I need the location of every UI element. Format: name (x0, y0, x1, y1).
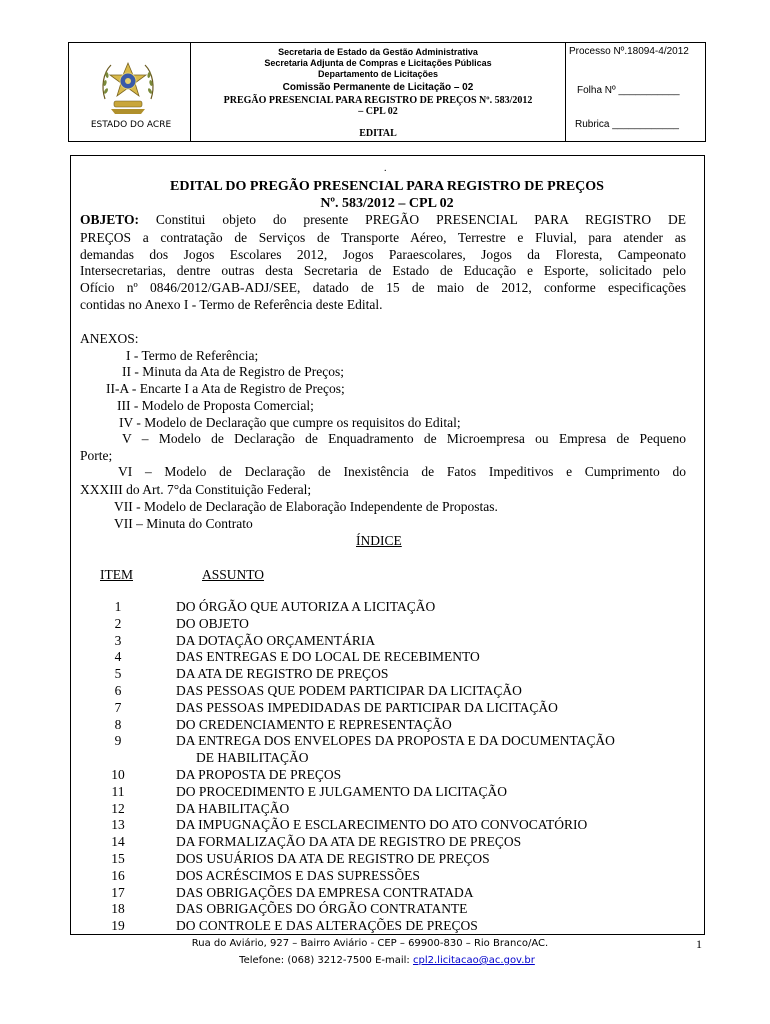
pregao-line-1: PREGÃO PRESENCIAL PARA REGISTRO DE PREÇOS Nº. 583/2012 (223, 95, 533, 106)
index-item-number: 12 (111, 800, 125, 816)
index-item-number: 17 (111, 884, 125, 900)
footer-phone: Telefone: (068) 3212-7500 E-mail: (239, 955, 410, 966)
footer-address: Rua do Aviário, 927 – Bairro Aviário - CEP – 69900-830 – Rio Branco/AC. (191, 938, 549, 949)
objeto-label: OBJETO: (80, 212, 140, 227)
rubrica-field: Rubrica ____________ (575, 119, 679, 130)
index-item-subject: DO CONTROLE E DAS ALTERAÇÕES DE PREÇOS (176, 918, 478, 934)
anexo-item: I - Termo de Referência; (126, 348, 259, 363)
anexo-item: VII – Minuta do Contrato (114, 516, 253, 531)
index-item-subject: DAS PESSOAS QUE PODEM PARTICIPAR DA LICITAÇÃO (176, 683, 522, 698)
index-item-subject: DAS OBRIGAÇÕES DO ÓRGÃO CONTRATANTE (176, 901, 468, 917)
index-item-subject: DA DOTAÇÃO ORÇAMENTÁRIA (176, 632, 376, 648)
index-item-subject: DO PROCEDIMENTO E JULGAMENTO DA LICITAÇÃO (176, 783, 508, 799)
index-item-number: 19 (111, 918, 125, 934)
index-item-number: 9 (114, 733, 122, 749)
index-item-number: 14 (111, 834, 125, 850)
state-label: ESTADO DO ACRE (90, 120, 172, 130)
footer-contact (68, 955, 706, 966)
index-item-subject: DAS ENTREGAS E DO LOCAL DE RECEBIMENTO (176, 649, 480, 665)
anexo-item: II-A - Encarte I a Ata de Registro de Preços; (106, 381, 345, 396)
anexo-item: III - Modelo de Proposta Comercial; (117, 398, 314, 413)
objeto-line-2: PREÇOS a contratação de Serviços de Transporte Aéreo, Terrestre e Fluvial, para atender as (80, 230, 686, 245)
index-item-number: 10 (111, 767, 125, 782)
index-item-number: 16 (111, 867, 125, 883)
objeto-line-1: OBJETO: Constitui objeto do presente PREGÃO PRESENCIAL PARA REGISTRO DE (80, 212, 686, 227)
index-item-subject: DO OBJETO (176, 615, 249, 631)
index-item-number: 6 (114, 683, 122, 698)
objeto-line-6: contidas no Anexo I - Termo de Referência deste Edital. (80, 297, 383, 312)
column-assunto-header: ASSUNTO (202, 567, 265, 582)
anexo-item: VII - Modelo de Declaração de Elaboração Independente de Propostas. (114, 499, 498, 514)
anexo-item: VI – Modelo de Declaração de Inexistência de Fatos Impeditivos e Cumprimento do (118, 464, 686, 479)
document-number: Nº. 583/2012 – CPL 02 (320, 196, 454, 211)
index-item-number: 8 (114, 716, 122, 732)
dot-mark: . (384, 163, 387, 174)
dept-line-2: Secretaria Adjunta de Compras e Licitações Públicas (264, 58, 492, 68)
objeto-line-3: demandas dos Jogos Escolares 2012, Jogos Paraescolares, Jogos da Floresta, Campeonato (80, 247, 686, 262)
index-item-number: 4 (114, 649, 122, 665)
index-item-subject: DA PROPOSTA DE PREÇOS (176, 767, 342, 782)
index-item-subject: DA IMPUGNAÇÃO E ESCLARECIMENTO DO ATO CONVOCATÓRIO (176, 817, 588, 833)
index-item-number: 15 (111, 851, 125, 866)
indice-heading: ÍNDICE (356, 533, 402, 548)
document-header (68, 42, 706, 142)
coat-of-arms-icon (97, 57, 159, 119)
index-item-subject: DA FORMALIZAÇÃO DA ATA DE REGISTRO DE PREÇOS (176, 834, 522, 850)
anexos-label: ANEXOS: (80, 331, 139, 346)
index-item-number: 11 (111, 783, 125, 799)
index-item-subject: DA HABILITAÇÃO (176, 800, 290, 816)
index-item-subject: DO CREDENCIAMENTO E REPRESENTAÇÃO (176, 716, 452, 732)
commission-line: Comissão Permanente de Licitação – 02 (282, 82, 474, 93)
dept-line-1: Secretaria de Estado da Gestão Administrativa (278, 47, 478, 57)
dept-line-3: Departamento de Licitações (317, 69, 439, 79)
index-item-subject: DA ATA DE REGISTRO DE PREÇOS (176, 666, 389, 682)
anexo-item-cont: Porte; (80, 448, 113, 463)
folha-field: Folha Nº ___________ (577, 85, 680, 96)
document-title: EDITAL DO PREGÃO PRESENCIAL PARA REGISTRO DE PREÇOS (170, 179, 604, 194)
index-item-subject: DOS ACRÉSCIMOS E DAS SUPRESSÕES (176, 867, 420, 883)
index-item-subject: DAS OBRIGAÇÕES DA EMPRESA CONTRATADA (176, 884, 474, 900)
objeto-line-5: Ofício nº 0846/2012/GAB-ADJ/SEE, datado de 15 de maio de 2012, conforme especificações (80, 280, 686, 295)
index-item-subject: DA ENTREGA DOS ENVELOPES DA PROPOSTA E DA DOCUMENTAÇÃO (176, 733, 615, 749)
index-item-number: 1 (114, 599, 122, 614)
index-item-number: 3 (114, 632, 122, 648)
footer-email-link[interactable]: cpl2.licitacao@ac.gov.br (413, 955, 535, 966)
column-item-header: ITEM (100, 567, 133, 582)
index-item-subject: DAS PESSOAS IMPEDIDADAS DE PARTICIPAR DA LICITAÇÃO (176, 699, 558, 715)
page-number: 1 (696, 937, 702, 951)
pregao-line-2: – CPL 02 (358, 106, 398, 117)
index-item-subject: DO ÓRGÃO QUE AUTORIZA A LICITAÇÃO (176, 599, 436, 614)
edital-label: EDITAL (359, 128, 397, 139)
anexo-item: II - Minuta da Ata de Registro de Preços; (122, 364, 344, 379)
index-item-number: 13 (111, 817, 125, 833)
index-item-number: 5 (114, 666, 122, 682)
index-item-subject-cont: DE HABILITAÇÃO (196, 750, 309, 766)
index-item-number: 18 (111, 901, 125, 917)
anexo-item-cont: XXXIII do Art. 7°da Constituição Federal; (80, 482, 312, 497)
objeto-line-4: Intersecretarias, dentre outras desta Secretaria de Estado de Educação e Esporte, solicitado pelo (80, 263, 686, 278)
anexo-item: V – Modelo de Declaração de Enquadramento de Microempresa ou Empresa de Pequeno (122, 431, 686, 446)
anexo-item: IV - Modelo de Declaração que cumpre os requisitos do Edital; (119, 415, 461, 430)
index-item-number: 2 (114, 615, 122, 631)
index-item-number: 7 (114, 699, 122, 715)
index-item-subject: DOS USUÁRIOS DA ATA DE REGISTRO DE PREÇOS (176, 851, 490, 866)
processo-number: Processo Nº.18094-4/2012 (569, 46, 689, 57)
